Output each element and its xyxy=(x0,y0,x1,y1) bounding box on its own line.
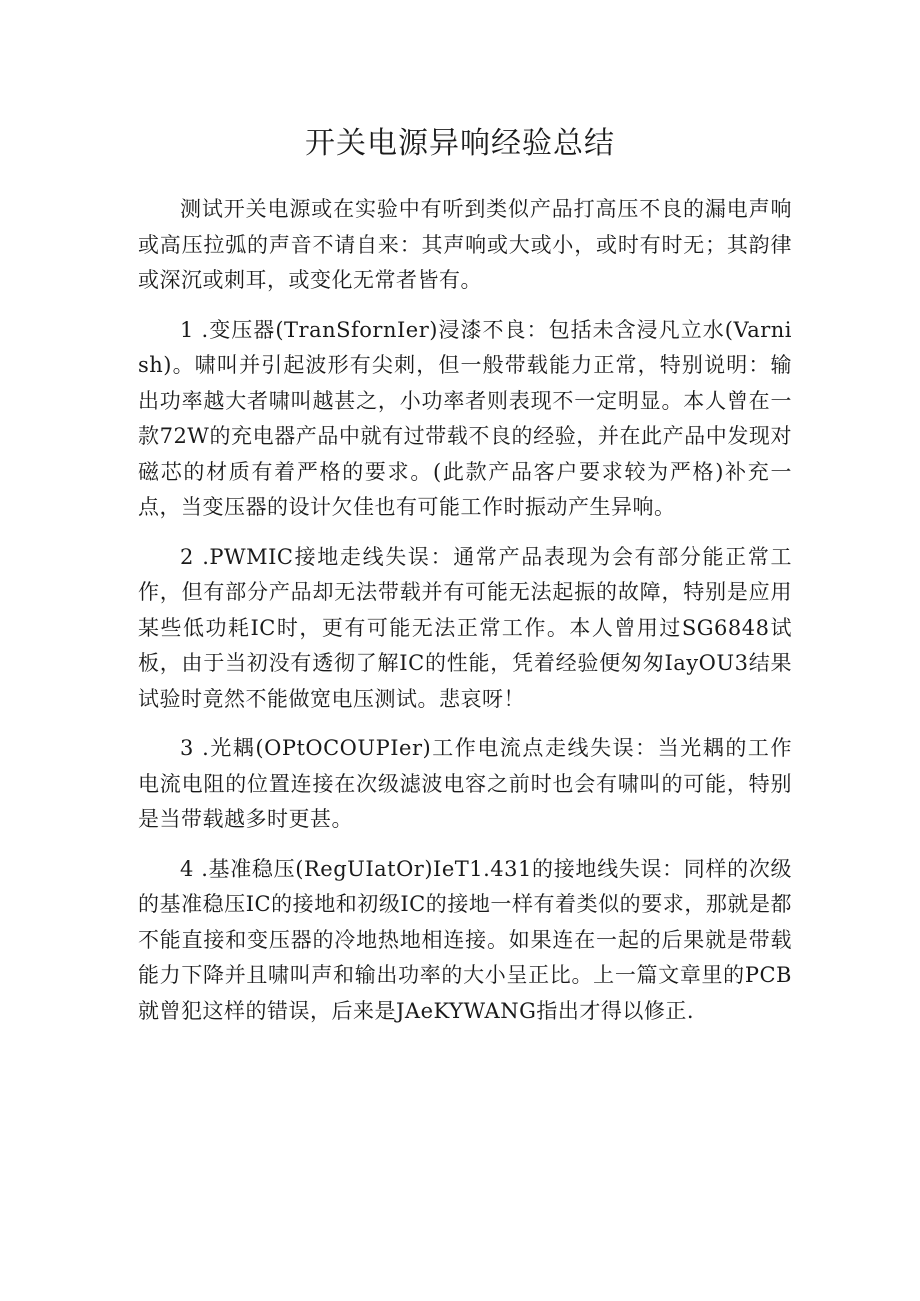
paragraph-pwmic: 2 .PWMIC接地走线失误：通常产品表现为会有部分能正常工作，但有部分产品却无法带载并有可能无法起振的故障，特别是应用某些低功耗IC时，更有可能无法正常工作。本人曾用过SG6848试板，由于当初没有透彻了解IC的性能，凭着经验便匆匆IayOU3结果试验时竟然不能做宽电压测试。悲哀呀！ xyxy=(138,544,792,711)
page-title: 开关电源异响经验总结 xyxy=(305,126,615,161)
paragraph-transformer: 1 .变压器(TranSfornIer)浸漆不良：包括未含浸凡立水(Varnish)。啸叫并引起波形有尖刺，但一般带载能力正常，特别说明：输出功率越大者啸叫越甚之，小功率者则表现不一定明显。本人曾在一款72W的充电器产品中就有过带载不良的经验，并在此产品中发现对磁芯的材质有着严格的要求。(此款产品客户要求较为严格)补充一点，当变压器的设计欠佳也有可能工作时振动产生异响。 xyxy=(138,317,792,519)
document-body xyxy=(138,192,792,1043)
paragraph-optocoupler: 3 .光耦(OPtOCOUPIer)工作电流点走线失误：当光耦的工作电流电阻的位置连接在次级滤波电容之前时也会有啸叫的可能，特别是当带载越多时更甚。 xyxy=(138,736,792,831)
paragraph-intro: 测试开关电源或在实验中有听到类似产品打高压不良的漏电声响或高压拉弧的声音不请自来：其声响或大或小，或时有时无；其韵律或深沉或刺耳，或变化无常者皆有。 xyxy=(138,197,792,292)
paragraph-regulator: 4 .基准稳压(RegUIatOr)IeT1.431的接地线失误：同样的次级的基准稳压IC的接地和初级IC的接地一样有着类似的要求，那就是都不能直接和变压器的冷地热地相连接。如果连在一起的后果就是带载能力下降并且啸叫声和输出功率的大小呈正比。上一篇文章里的PCB就曾犯这样的错误，后来是JAeKYWANG指出才得以修正. xyxy=(138,856,792,1023)
